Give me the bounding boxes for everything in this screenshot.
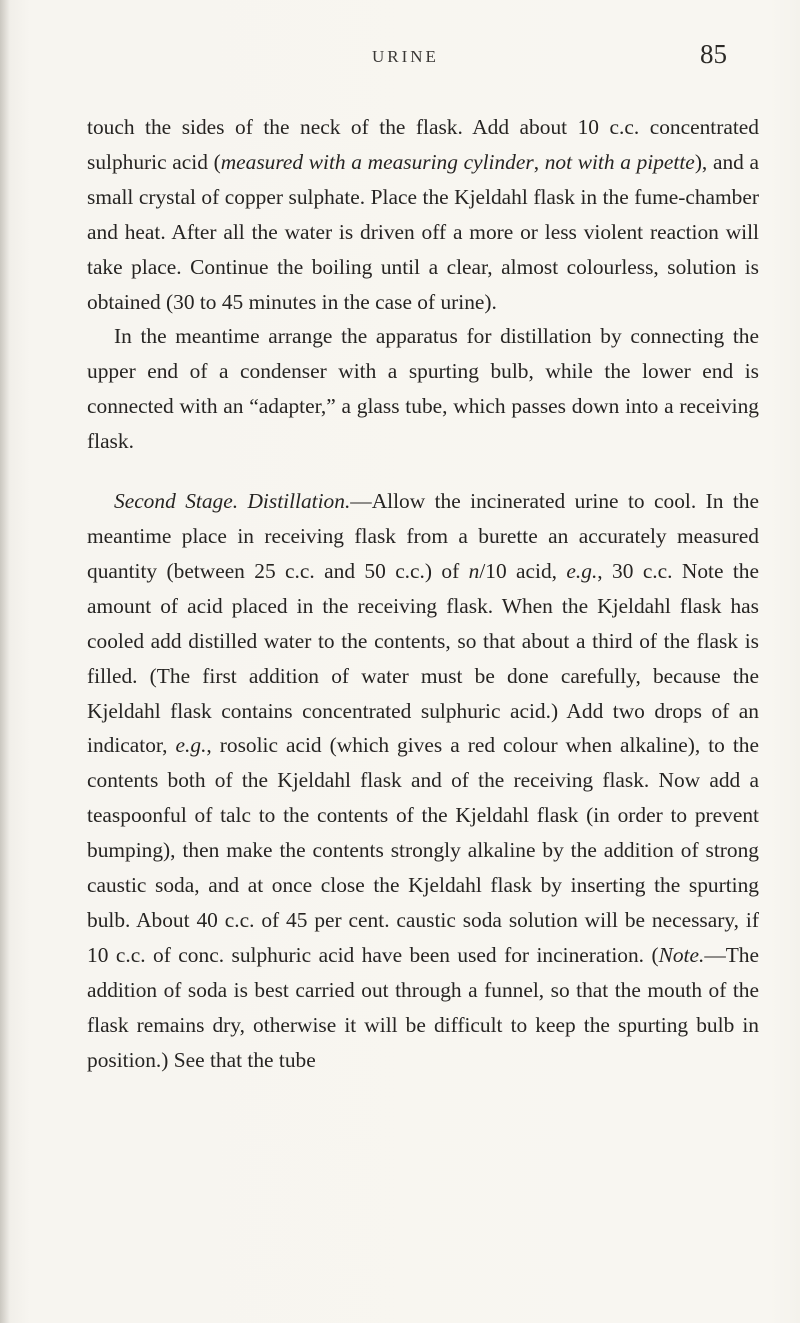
text-segment: ), and a small crystal of copper sulphate. Place the Kjeldahl flask in the fume-chamber and heat. After all the water is driven off a more or less violent reaction will take place. Continue the boiling until a clear, almost colourless, solution is obtained (30 to 45 minutes in the case of urine). xyxy=(87,149,759,314)
text-segment-italic: e.g. xyxy=(175,733,207,758)
text-segment: In the meantime arrange the apparatus for distillation by connecting the upper end of a condenser with a spurting bulb, while the lower end is connected with an “adapter,” a glass tube, which passes down into a receiving flask. xyxy=(87,324,759,454)
text-segment: touch the sides of the neck of the flask. Add about 10 c.c. concentrated sulphuric acid ( xyxy=(87,115,759,174)
text-segment: , rosolic acid (which gives a red colour when alkaline), to the contents both of the Kjeldahl flask and of the receiving flask. Now add a teaspoonful of talc to the contents of the Kjeldahl flask (in order to prevent bumping), then make the contents strongly alkaline by the addition of strong caustic soda, and at once close the Kjeldahl flask by inserting the spurting bulb. About 40 c.c. of 45 per cent. caustic soda solution will be necessary, if 10 c.c. of conc. sulphuric acid have been used for incineration. ( xyxy=(87,733,759,967)
text-segment: —The addition of soda is best carried out through a funnel, so that the mouth of the flask remains dry, otherwise it will be difficult to keep the spurting bulb in position.) See that the tube xyxy=(87,942,759,1072)
text-segment: —Allow the incinerated urine to cool. In the meantime place in receiving flask from a burette an accurately measured quantity (between 25 c.c. and 50 c.c.) of xyxy=(87,489,759,583)
section-heading-second-stage: Second Stage. Distillation. xyxy=(114,489,351,514)
paragraph-2 xyxy=(87,319,759,459)
running-head xyxy=(0,39,800,79)
text-segment-italic: n xyxy=(468,558,480,583)
text-segment-italic: Note. xyxy=(658,942,705,967)
paragraph-3 xyxy=(87,484,759,1077)
text-segment: , xyxy=(533,149,545,174)
binding-gutter-shadow xyxy=(0,0,10,1323)
page-number: 85 xyxy=(700,39,727,69)
running-head-title: URINE xyxy=(372,47,439,66)
text-segment: /10 acid, xyxy=(479,558,567,583)
text-segment-italic: not with a pipette xyxy=(544,149,695,174)
text-segment-italic: e.g. xyxy=(566,558,598,583)
text-segment-italic: measured with a measuring cylinder xyxy=(220,149,534,174)
body-text xyxy=(87,110,759,1077)
text-segment: , 30 c.c. Note the amount of acid placed in the receiving flask. When the Kjeldahl flask has cooled add distilled water to the contents, so that about a third of the flask is filled. (The first addition of water must be done carefully, because the Kjeldahl flask contains concentrated sulphuric acid.) Add two drops of an indicator, xyxy=(87,558,759,758)
paragraph-1 xyxy=(87,110,759,319)
